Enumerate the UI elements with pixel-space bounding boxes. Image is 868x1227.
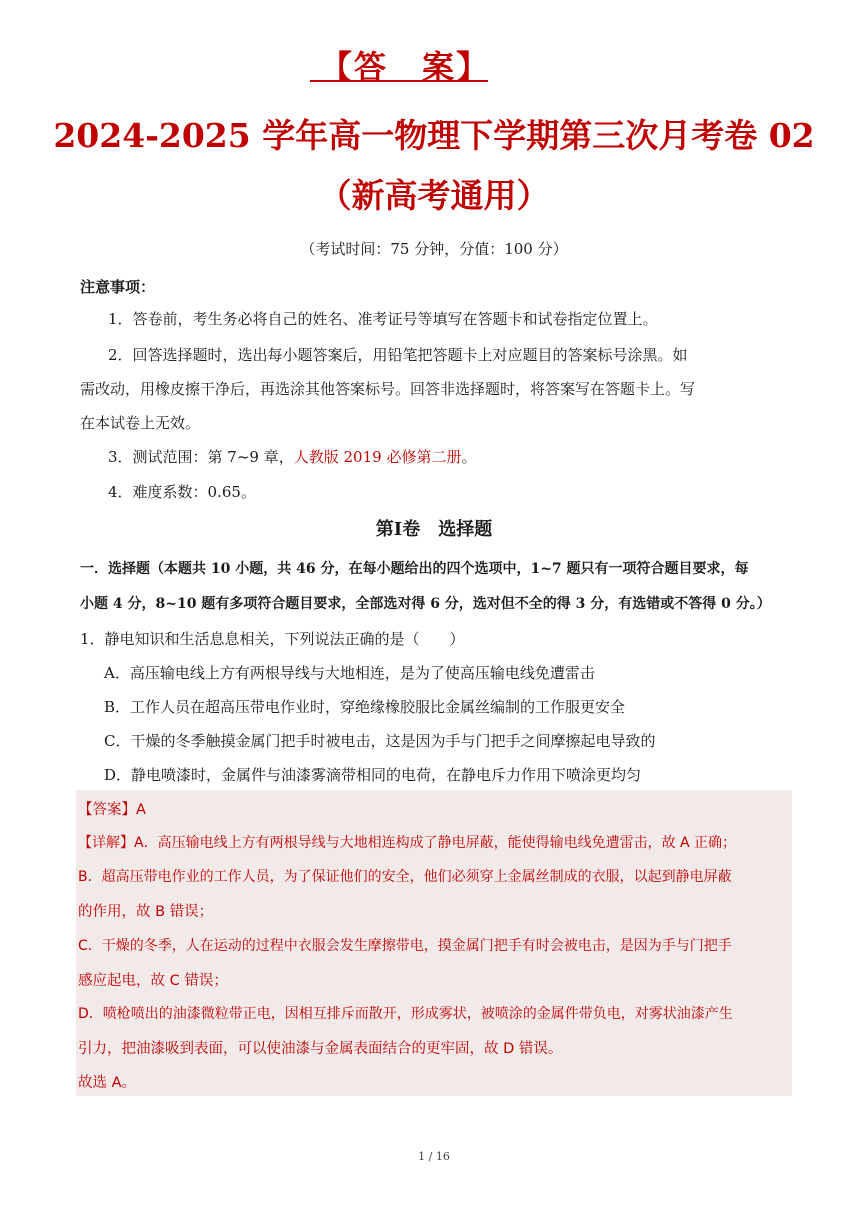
- question-1-option-d: D．静电喷漆时，金属件与油漆雾滴带相同的电荷，在静电斥力作用下喷涂更均匀: [104, 766, 642, 784]
- question-1-option-b: B．工作人员在超高压带电作业时，穿绝缘橡胶服比金属丝编制的工作服更安全: [104, 698, 626, 716]
- notice-item-1: 1．答卷前，考生务必将自己的姓名、准考证号等填写在答题卡和试卷指定位置上。: [108, 310, 658, 328]
- explanation-line-7: 引力，把油漆吸到表面，可以使油漆与金属表面结合的更牢固，故 D 错误。: [78, 1041, 563, 1057]
- notice-item-2-line-2: 需改动，用橡皮擦干净后，再选涂其他答案标号。回答非选择题时，将答案写在答题卡上。写: [80, 380, 696, 398]
- explanation-line-5: 感应起电，故 C 错误；: [78, 973, 228, 989]
- answer-conclusion: 故选 A。: [78, 1075, 137, 1091]
- explanation-line-4: C．干燥的冬季，人在运动的过程中衣服会发生摩擦带电，摸金属门把手有时会被电击，是因为手与门把手: [78, 938, 732, 954]
- section-title: 第Ⅰ卷 选择题: [375, 519, 493, 540]
- answer-banner-text: 【答 案】: [320, 48, 491, 86]
- explanation-line-1: 【详解】A．高压输电线上方有两根导线与大地相连构成了静电屏蔽，能使得输电线免遭雷击，故 A 正确；: [78, 835, 737, 851]
- page-number: 1 / 16: [418, 1150, 450, 1163]
- explanation-line-3: 的作用，故 B 错误；: [78, 904, 214, 920]
- explanation-line-6: D．喷枪喷出的油漆微粒带正电，因相互排斥而散开，形成雾状，被喷涂的金属件带负电，对雾状油漆产生: [78, 1006, 733, 1022]
- notice-item-4: 4．难度系数：0.65。: [108, 483, 256, 501]
- exam-subtitle: （新高考通用）: [318, 176, 550, 215]
- part-heading-line-1: 一．选择题（本题共 10 小题，共 46 分，在每小题给出的四个选项中，1~7 题只有一项符合题目要求，每: [80, 561, 749, 577]
- part-heading-line-2: 小题 4 分，8~10 题有多项符合题目要求，全部选对得 6 分，选对但不全的得 3 分，有选错或不答得 0 分。）: [80, 596, 771, 612]
- notice-item-2-line-3: 在本试卷上无效。: [80, 414, 201, 432]
- notice-item-3: [108, 446, 476, 467]
- notice-item-3-prefix: 3．测试范围：第 7~9 章，: [108, 448, 294, 466]
- exam-title: 2024-2025 学年高一物理下学期第三次月考卷 02: [53, 116, 815, 155]
- question-1-option-c: C．干燥的冬季触摸金属门把手时被电击，这是因为手与门把手之间摩擦起电导致的: [104, 732, 656, 750]
- answer-banner: [310, 40, 491, 86]
- notice-item-2-line-1: 2．回答选择题时，选出每小题答案后，用铅笔把答题卡上对应题目的答案标号涂黑。如: [108, 346, 688, 364]
- answer-label: 【答案】A: [78, 802, 146, 818]
- notice-heading: 注意事项：: [80, 278, 156, 296]
- explanation-line-2: B．超高压带电作业的工作人员，为了保证他们的安全，他们必须穿上金属丝制成的衣服，以起到静电屏蔽: [78, 869, 732, 885]
- question-1-option-a: A．高压输电线上方有两根导线与大地相连，是为了使高压输电线免遭雷击: [104, 664, 595, 682]
- notice-item-3-suffix: 。: [461, 448, 477, 466]
- question-1-stem: 1．静电知识和生活息息相关，下列说法正确的是（ ）: [80, 630, 465, 648]
- notice-item-3-textbook: 人教版 2019 必修第二册: [293, 448, 462, 466]
- exam-meta: （考试时间：75 分钟，分值：100 分）: [300, 240, 568, 258]
